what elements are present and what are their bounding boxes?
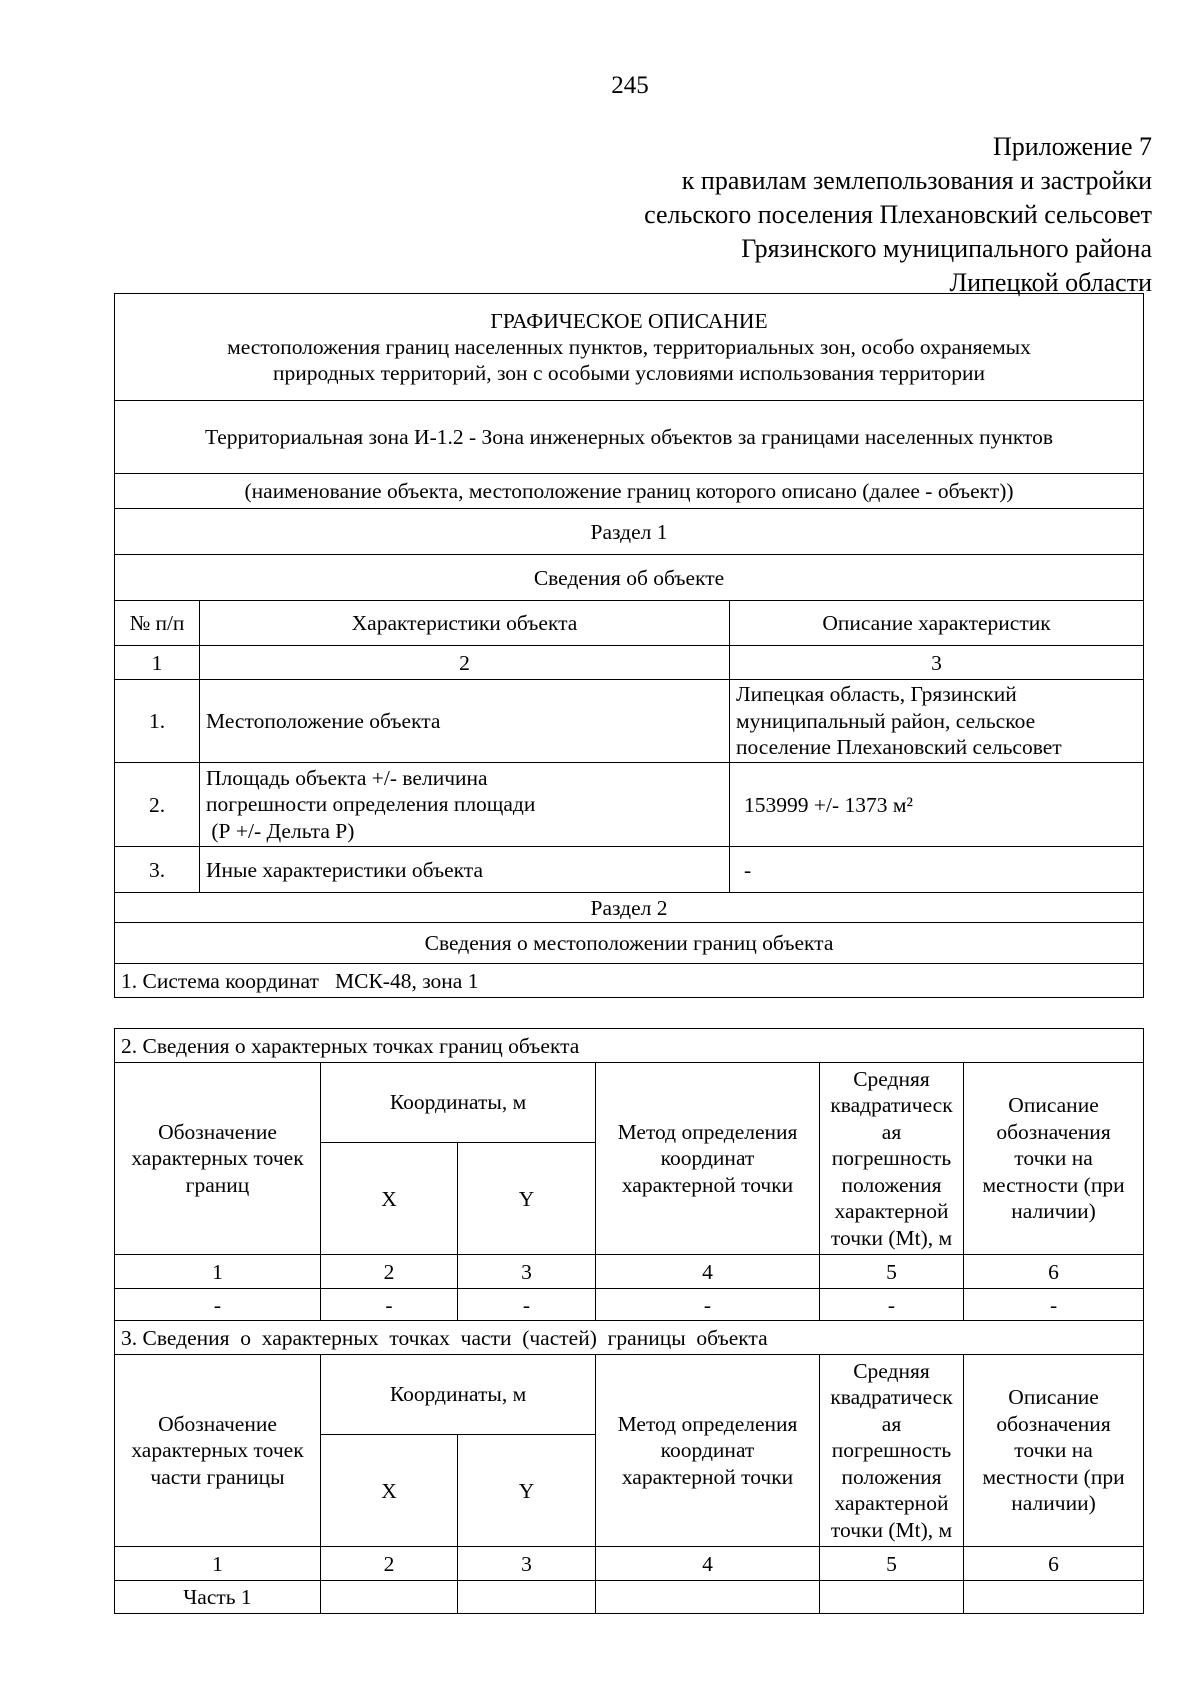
- coord-system: 1. Система координат МСК-48, зона 1: [115, 964, 1144, 998]
- section1-label-row: [115, 509, 1144, 555]
- header-line: квадратическ: [830, 1385, 953, 1410]
- header-row: [115, 294, 1144, 401]
- description-line: поселение Плехановский сельсовет: [736, 735, 1062, 760]
- col-header-point-desc: [964, 1355, 1144, 1547]
- section1-colnum-row: [115, 646, 1144, 680]
- header-line: погрешность: [831, 1146, 952, 1171]
- header-line: местности (при: [982, 1172, 1125, 1197]
- table-cell: [321, 1581, 458, 1614]
- points-title-row: [115, 1029, 1144, 1063]
- row-characteristic: [200, 763, 730, 847]
- row-number: 3.: [115, 847, 200, 893]
- header-line: положения: [841, 1464, 942, 1489]
- header-line: обозначения: [996, 1411, 1111, 1436]
- header-line: погрешность: [831, 1438, 952, 1463]
- document-title: ГРАФИЧЕСКОЕ ОПИСАНИЕ: [490, 309, 768, 333]
- table-row: [115, 1581, 1144, 1614]
- part-label: Часть 1: [115, 1581, 321, 1614]
- col-number: 4: [596, 1255, 820, 1289]
- col-header-mt: [820, 1063, 964, 1255]
- row-description: [730, 680, 1144, 763]
- col-number: 1: [115, 1255, 321, 1289]
- header-line: точки (Mt), м: [830, 1517, 953, 1542]
- header-line: Описание: [1008, 1093, 1099, 1118]
- header-line: части границы: [150, 1464, 285, 1489]
- parts-colnum-row: [115, 1547, 1144, 1581]
- document-subtitle-line: природных территорий, зон с особыми условиями использования территории: [272, 361, 986, 385]
- appendix-line: Приложение 7: [992, 132, 1152, 161]
- col-header-coords: Координаты, м: [321, 1355, 596, 1435]
- col-number: 2: [200, 646, 730, 680]
- col-header-method: [596, 1355, 820, 1547]
- row-number: 1.: [115, 680, 200, 763]
- row-description: 153999 +/- 1373 м²: [730, 763, 1144, 847]
- row-characteristic: Иные характеристики объекта: [200, 847, 730, 893]
- header-line: характерной точки: [621, 1464, 794, 1489]
- table-cell: [820, 1581, 964, 1614]
- object-name: Территориальная зона И-1.2 - Зона инженерных объектов за границами населенных пунктов: [115, 401, 1144, 474]
- header-line: характерных точек: [131, 1146, 304, 1171]
- table-cell: -: [458, 1289, 596, 1321]
- description-table: [114, 293, 1144, 998]
- points-colnum-row: [115, 1255, 1144, 1289]
- points-title: 2. Сведения о характерных точках границ объекта: [115, 1029, 1144, 1063]
- appendix-block: [644, 130, 1152, 300]
- header-line: наличии): [1011, 1491, 1096, 1516]
- section1-header-row: [115, 601, 1144, 646]
- header-line: обозначения: [996, 1119, 1111, 1144]
- table-row: [115, 763, 1144, 847]
- col-header-y: Y: [458, 1143, 596, 1255]
- col-header-mt: [820, 1355, 964, 1547]
- header-line: характерной: [834, 1199, 949, 1224]
- col-number: 1: [115, 1547, 321, 1581]
- header-line: Метод определения: [617, 1411, 798, 1436]
- header-line: ая: [881, 1119, 902, 1144]
- header-line: Средняя: [853, 1066, 930, 1091]
- appendix-line: к правилам землепользования и застройки: [681, 166, 1152, 195]
- table-row: [115, 1289, 1144, 1321]
- header-line: Обозначение: [158, 1119, 277, 1144]
- col-number: 6: [964, 1255, 1144, 1289]
- col-number: 5: [820, 1547, 964, 1581]
- section1-title-row: [115, 555, 1144, 601]
- object-name-row: [115, 401, 1144, 474]
- header-line: наличии): [1011, 1199, 1096, 1224]
- col-number: 3: [730, 646, 1144, 680]
- col-number: 6: [964, 1547, 1144, 1581]
- col-number: 3: [458, 1547, 596, 1581]
- section1-title: Сведения об объекте: [115, 555, 1144, 601]
- header-line: координат: [660, 1438, 755, 1463]
- col-header-x: X: [321, 1143, 458, 1255]
- page-number: 245: [611, 72, 649, 99]
- header-line: точки на: [1014, 1146, 1093, 1171]
- row-description: -: [730, 847, 1144, 893]
- appendix-line: сельского поселения Плехановский сельсовет: [644, 200, 1152, 229]
- characteristic-line: Площадь объекта +/- величина: [206, 765, 488, 790]
- header-line: координат: [660, 1146, 755, 1171]
- header-line: точки на: [1014, 1438, 1093, 1463]
- parts-title-row: [115, 1321, 1144, 1355]
- table-cell: [964, 1581, 1144, 1614]
- description-line: муниципальный район, сельское: [736, 708, 1036, 733]
- col-header-part-point: [115, 1355, 321, 1547]
- col-number: 3: [458, 1255, 596, 1289]
- table-cell: -: [115, 1289, 321, 1321]
- header-line: точки (Mt), м: [830, 1225, 953, 1250]
- points-table: [114, 1028, 1144, 1614]
- col-number: 2: [321, 1547, 458, 1581]
- col-header-y: Y: [458, 1435, 596, 1547]
- table-cell: [458, 1581, 596, 1614]
- points-header-row: [115, 1063, 1144, 1143]
- document-header: [115, 294, 1144, 401]
- row-number: 2.: [115, 763, 200, 847]
- header-line: квадратическ: [830, 1093, 953, 1118]
- table-cell: -: [820, 1289, 964, 1321]
- col-header-method: [596, 1063, 820, 1255]
- header-line: характерных точек: [131, 1438, 304, 1463]
- table-cell: -: [964, 1289, 1144, 1321]
- header-line: Средняя: [853, 1358, 930, 1383]
- section2-title-row: [115, 923, 1144, 964]
- header-line: Обозначение: [158, 1411, 277, 1436]
- col-number: 1: [115, 646, 200, 680]
- characteristic-line: погрешности определения площади: [206, 792, 536, 817]
- col-header-desc: Описание характеристик: [730, 601, 1144, 646]
- coord-system-row: [115, 964, 1144, 998]
- table-cell: -: [321, 1289, 458, 1321]
- document-subtitle-line: местоположения границ населенных пунктов, территориальных зон, особо охраняемых: [227, 335, 1031, 359]
- description-line: Липецкая область, Грязинский: [736, 682, 1017, 707]
- col-header-char: Характеристики объекта: [200, 601, 730, 646]
- row-characteristic: Местоположение объекта: [200, 680, 730, 763]
- table-cell: -: [596, 1289, 820, 1321]
- header-line: ая: [881, 1411, 902, 1436]
- appendix-line: Грязинского муниципального района: [741, 234, 1152, 263]
- appendix-line: Липецкой области: [949, 268, 1152, 297]
- col-header-point: [115, 1063, 321, 1255]
- col-header-num: № п/п: [115, 601, 200, 646]
- col-number: 4: [596, 1547, 820, 1581]
- table-cell: [596, 1581, 820, 1614]
- section2-label: Раздел 2: [115, 893, 1144, 923]
- parts-header-row: [115, 1355, 1144, 1435]
- header-line: границ: [185, 1172, 250, 1197]
- col-header-x: X: [321, 1435, 458, 1547]
- section2-label-row: [115, 893, 1144, 923]
- header-line: характерной точки: [621, 1172, 794, 1197]
- characteristic-line: (Р +/- Дельта Р): [206, 818, 355, 843]
- table-row: [115, 847, 1144, 893]
- object-caption: (наименование объекта, местоположение границ которого описано (далее - объект)): [115, 474, 1144, 509]
- section1-label: Раздел 1: [115, 509, 1144, 555]
- table-row: [115, 680, 1144, 763]
- object-caption-row: [115, 474, 1144, 509]
- col-number: 5: [820, 1255, 964, 1289]
- header-line: Описание: [1008, 1385, 1099, 1410]
- header-line: характерной: [834, 1491, 949, 1516]
- header-line: местности (при: [982, 1464, 1125, 1489]
- header-line: Метод определения: [617, 1119, 798, 1144]
- col-header-coords: Координаты, м: [321, 1063, 596, 1143]
- col-header-point-desc: [964, 1063, 1144, 1255]
- parts-title: 3. Сведения о характерных точках части (частей) границы объекта: [115, 1321, 1144, 1355]
- header-line: положения: [841, 1172, 942, 1197]
- col-number: 2: [321, 1255, 458, 1289]
- section2-title: Сведения о местоположении границ объекта: [115, 923, 1144, 964]
